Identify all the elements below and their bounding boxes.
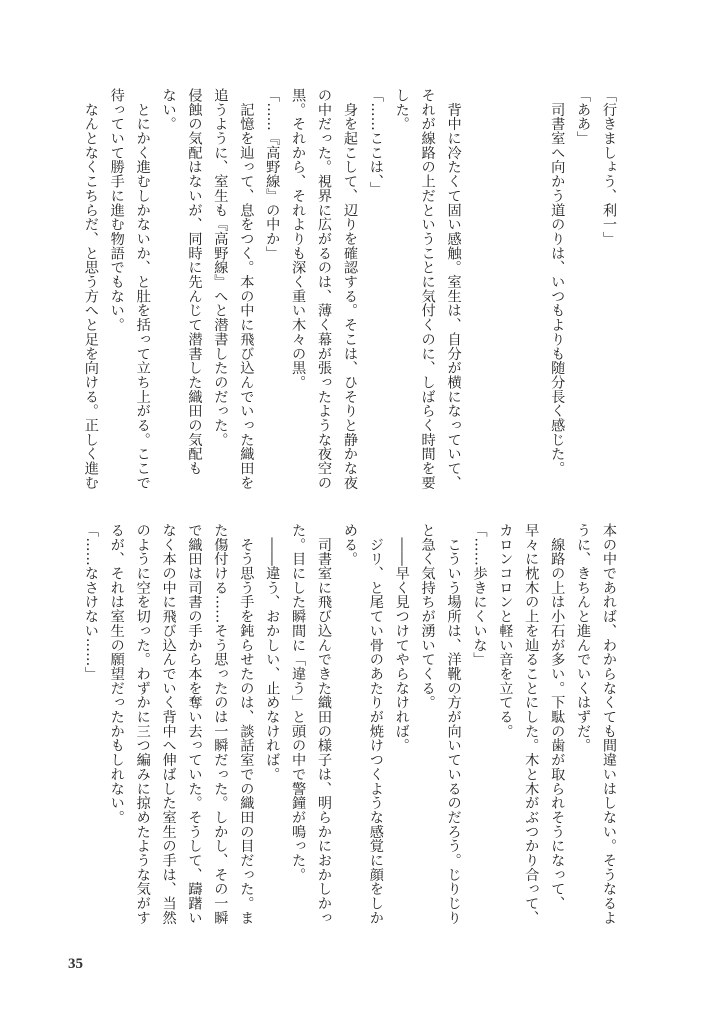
text-line: で織田は司書の手から本を奪い去っていた。そうして、躊躇い xyxy=(186,523,203,925)
text-line: こういう場所は、洋靴の方が向いているのだろう。じりじり xyxy=(445,523,462,925)
text-line: 黒。それから、それよりも深く重い木々の黒。 xyxy=(290,88,307,390)
text-line: 「……なさけない……」 xyxy=(82,523,99,681)
text-line: の中だった。視界に広がるのは、薄く幕が張ったような夜空の xyxy=(316,88,333,490)
text-line: うに、きちんと進んでいくはずだ。 xyxy=(575,523,592,753)
text-line: 追うように、室生も『高野線』へと潜書したのだった。 xyxy=(212,88,229,447)
text-block-top xyxy=(76,88,621,492)
text-line: 本の中であれば、わからなくても間違いはしない。そうなるよ xyxy=(601,523,617,925)
text-line: なく本の中に飛び込んでいく背中へ伸ばした室生の手は、当然 xyxy=(160,523,177,925)
text-line: そう思う手を鈍らせたのは、談話室での織田の目だった。ま xyxy=(238,523,255,925)
text-line: ない。 xyxy=(160,88,177,132)
text-line: た。目にした瞬間に「違う」と頭の中で警鐘が鳴った。 xyxy=(290,523,307,882)
text-line: 「……歩きにくいな」 xyxy=(471,523,488,667)
text-line: 線路の上は小石が多い。下駄の歯が取られそうになって、 xyxy=(549,523,566,911)
text-line: と急く気持ちが湧いてくる。 xyxy=(419,523,436,710)
blank-line xyxy=(466,88,492,492)
text-line: 待っていて勝手に進む物語でもない。 xyxy=(108,88,125,332)
text-line: 司書室へ向かう道のりは、いつもよりも随分長く感じた。 xyxy=(549,88,566,476)
blank-line xyxy=(491,88,517,492)
text-line: 「行きましょう、利一」 xyxy=(601,88,617,246)
text-line: ――早く見つけてやらなければ。 xyxy=(393,523,410,753)
text-line: した。 xyxy=(393,88,410,132)
text-line: める。 xyxy=(341,523,358,567)
text-line: とにかく進むしかないか、と肚を括って立ち上がる。ここで xyxy=(134,88,151,490)
text-line: 身を起こして、辺りを確認する。そこは、ひそりと静かな夜 xyxy=(341,88,358,490)
text-line: ジリ、と尾てい骨のあたりが焼けつくような感覚に顔をしか xyxy=(367,523,384,925)
text-line: なんとなくこちらだ、と思う方へと足を向ける。正しく進む xyxy=(82,88,99,490)
text-line: 「ああ」 xyxy=(575,88,592,146)
page-number: 35 xyxy=(68,956,83,972)
text-line: 記憶を辿って、息をつく。本の中に飛び込んでいった織田を xyxy=(238,88,255,490)
text-line: るが、それは室生の願望だったかもしれない。 xyxy=(108,523,125,825)
blank-line xyxy=(517,88,543,492)
text-line: 「……『高野線』の中か」 xyxy=(264,88,281,261)
text-line: 司書室に飛び込んできた織田の様子は、明らかにおかしかっ xyxy=(316,523,333,925)
text-line: 侵蝕の気配はないが、同時に先んじて潜書した織田の気配も xyxy=(186,88,203,476)
text-line: 背中に冷たくて固い感触。室生は、自分が横になっていて、 xyxy=(445,88,462,490)
text-line: それが線路の上だということに気付くのに、しばらく時間を要 xyxy=(419,88,436,490)
text-block-bottom xyxy=(76,523,621,925)
text-line: た傷付ける……そう思ったのは一瞬だった。しかし、その一瞬 xyxy=(212,523,229,925)
text-line: ――違う、おかしい、止めなければ。 xyxy=(264,523,281,782)
text-line: のように空を切った。わずかに三つ編みに掠めたような気がす xyxy=(134,523,151,925)
text-line: カロンコロンと軽い音を立てる。 xyxy=(497,523,514,739)
text-line: 早々に枕木の上を辿ることにした。木と木がぶつかり合って、 xyxy=(523,523,540,925)
text-line: 「……ここは、」 xyxy=(367,88,384,196)
